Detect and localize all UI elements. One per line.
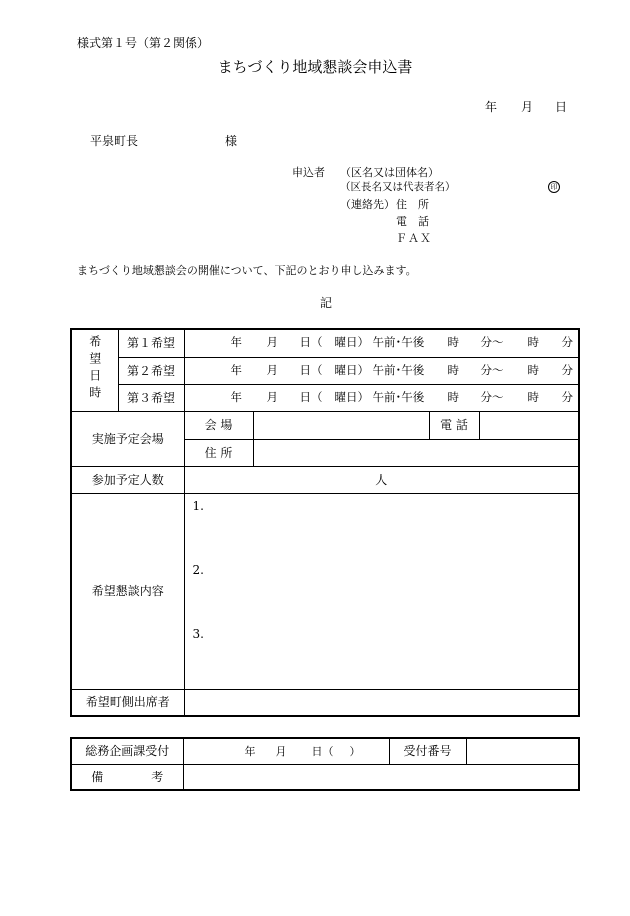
- venue-label: 実施予定会場: [71, 411, 184, 466]
- date-month: 月: [521, 100, 534, 114]
- choice-label: 第１希望: [118, 329, 184, 357]
- schedule-day-open: 日（: [299, 362, 323, 377]
- schedule-row-1: [71, 329, 579, 357]
- officials-label: 希望町側出席者: [71, 689, 184, 716]
- address-label: 住 所: [396, 198, 429, 211]
- schedule-month: 月: [266, 389, 278, 404]
- fax-label: ＦＡＸ: [396, 232, 432, 245]
- remarks-input[interactable]: [183, 764, 579, 790]
- schedule-hour: 時: [447, 335, 459, 350]
- attendees-input[interactable]: [184, 466, 579, 493]
- reception-number-input[interactable]: [466, 738, 579, 764]
- venue-phone-label: 電 話: [429, 411, 479, 439]
- attendees-label: 参加予定人数: [71, 466, 184, 493]
- schedule-label-cell: [71, 329, 118, 411]
- schedule-weekday-close: 曜日）: [334, 362, 369, 377]
- schedule-hour: 時: [447, 389, 459, 404]
- reception-number-label: 受付番号: [389, 738, 466, 764]
- officials-input[interactable]: [184, 689, 579, 716]
- seal-mark: 印: [548, 181, 560, 193]
- content-row: [71, 493, 579, 689]
- addressee-name: 平泉町長: [90, 134, 139, 148]
- reception-day: 日（: [311, 745, 334, 758]
- content-label: 希望懇談内容: [71, 493, 184, 689]
- schedule-row-3: [71, 384, 579, 411]
- schedule-day-open: 日（: [299, 335, 323, 350]
- schedule-hour2: 時: [527, 335, 539, 350]
- content-item: 2.: [192, 562, 204, 577]
- schedule-minute2: 分: [561, 389, 573, 404]
- applicant-label: 申込者: [292, 166, 325, 179]
- content-item: 3.: [192, 626, 204, 641]
- attendees-unit: 人: [375, 472, 388, 487]
- page-title: まちづくり地域懇談会申込書: [217, 58, 413, 76]
- application-table: [70, 328, 580, 717]
- choice-label: 第２希望: [118, 357, 184, 384]
- phone-label: 電 話: [396, 215, 429, 228]
- schedule-ampm: 午前･午後: [372, 362, 425, 377]
- reception-date-input[interactable]: [183, 738, 389, 764]
- schedule-minute-tilde: 分～: [480, 362, 504, 377]
- venue-hall-label: 会 場: [184, 411, 253, 439]
- contact-label: （連絡先）: [340, 198, 395, 211]
- schedule-label: 希望日時: [87, 335, 102, 404]
- schedule-minute-tilde: 分～: [480, 389, 504, 404]
- venue-address-label: 住 所: [184, 439, 253, 466]
- date-year: 年: [485, 100, 498, 114]
- schedule-hour2: 時: [527, 389, 539, 404]
- schedule-row-2: [71, 357, 579, 384]
- reception-month: 月: [275, 745, 287, 758]
- schedule-minute2: 分: [561, 335, 573, 350]
- schedule-fields-3[interactable]: [184, 384, 579, 411]
- schedule-weekday-close: 曜日）: [334, 389, 369, 404]
- date-day: 日: [555, 100, 568, 114]
- schedule-ampm: 午前･午後: [372, 389, 425, 404]
- schedule-hour: 時: [447, 362, 459, 377]
- applicant-representative: （区長名又は代表者名）: [340, 181, 456, 193]
- venue-hall-input[interactable]: [253, 411, 429, 439]
- schedule-ampm: 午前･午後: [372, 335, 425, 350]
- officials-row: [71, 689, 579, 716]
- reception-table: [70, 737, 580, 791]
- choice-label: 第３希望: [118, 384, 184, 411]
- schedule-minute2: 分: [561, 362, 573, 377]
- schedule-year: 年: [230, 362, 242, 377]
- schedule-month: 月: [266, 335, 278, 350]
- schedule-fields-2[interactable]: [184, 357, 579, 384]
- venue-address-input[interactable]: [253, 439, 579, 466]
- reception-label: 総務企画課受付: [71, 738, 183, 764]
- reception-row: [71, 738, 579, 764]
- reception-day-close: ）: [349, 745, 361, 758]
- schedule-month: 月: [266, 362, 278, 377]
- addressee-honorific: 様: [225, 134, 238, 148]
- ki-label: 記: [320, 296, 333, 310]
- schedule-year: 年: [230, 389, 242, 404]
- content-input[interactable]: [184, 493, 579, 689]
- venue-row: [71, 411, 579, 439]
- form-number: 様式第１号（第２関係）: [77, 36, 210, 50]
- attendees-row: [71, 466, 579, 493]
- schedule-hour2: 時: [527, 362, 539, 377]
- applicant-group-name: （区名又は団体名）: [340, 166, 439, 179]
- schedule-minute-tilde: 分～: [480, 335, 504, 350]
- schedule-day-open: 日（: [299, 389, 323, 404]
- remarks-label: 備 考: [71, 764, 183, 790]
- schedule-weekday-close: 曜日）: [334, 335, 369, 350]
- schedule-year: 年: [230, 335, 242, 350]
- remarks-row: [71, 764, 579, 790]
- intro-text: まちづくり地域懇談会の開催について、下記のとおり申し込みます。: [77, 264, 417, 277]
- content-item: 1.: [192, 498, 204, 513]
- schedule-fields-1[interactable]: [184, 329, 579, 357]
- venue-phone-input[interactable]: [479, 411, 579, 439]
- reception-year: 年: [244, 745, 256, 758]
